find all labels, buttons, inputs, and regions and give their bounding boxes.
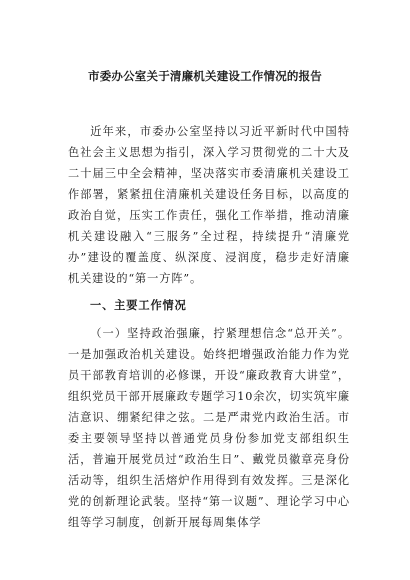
document-title: 市委办公室关于清廉机关建设工作情况的报告 bbox=[88, 69, 322, 83]
section-paragraph-text: （一）坚持政治强廉，拧紧理想信念“总开关”。一是加强政治机关建设。始终把增强政治能力作为党员干部教育培训的必修课，开设“廉政教育大讲堂”，组织党员干部开展廉政专题学习10余次，切实筑牢廉洁意识、绷紧纪律之弦。二是严肃党内政治生活。市委主要领导坚持以普通党员身份参加党支部组织生活，普遍开展党员过“政治生日”、戴党员徽章亮身份活动等，组织生活熔炉作用得到有效发挥。三是深化党的创新理论武装。坚持“第一议题”、理论学习中心组等学习制度，创新开展每周集体学 bbox=[68, 327, 350, 529]
section-paragraph bbox=[68, 323, 350, 533]
section-heading: 一、主要工作情况 bbox=[90, 299, 187, 312]
intro-text: 近年来，市委办公室坚持以习近平新时代中国特色社会主义思想为指引，深入学习贯彻党的二十大及二十届三中全会精神，坚决落实市委清廉机关建设工作部署，紧紧扭住清廉机关建设任务目标，以高度的政治自觉，压实工作责任，强化工作举措，推动清廉机关建设融入“三服务”全过程，持续提升“清廉党办”建设的覆盖度、纵深度、浸润度，稳步走好清廉机关建设的“第一方阵”。 bbox=[68, 125, 350, 285]
intro-paragraph bbox=[68, 121, 350, 289]
